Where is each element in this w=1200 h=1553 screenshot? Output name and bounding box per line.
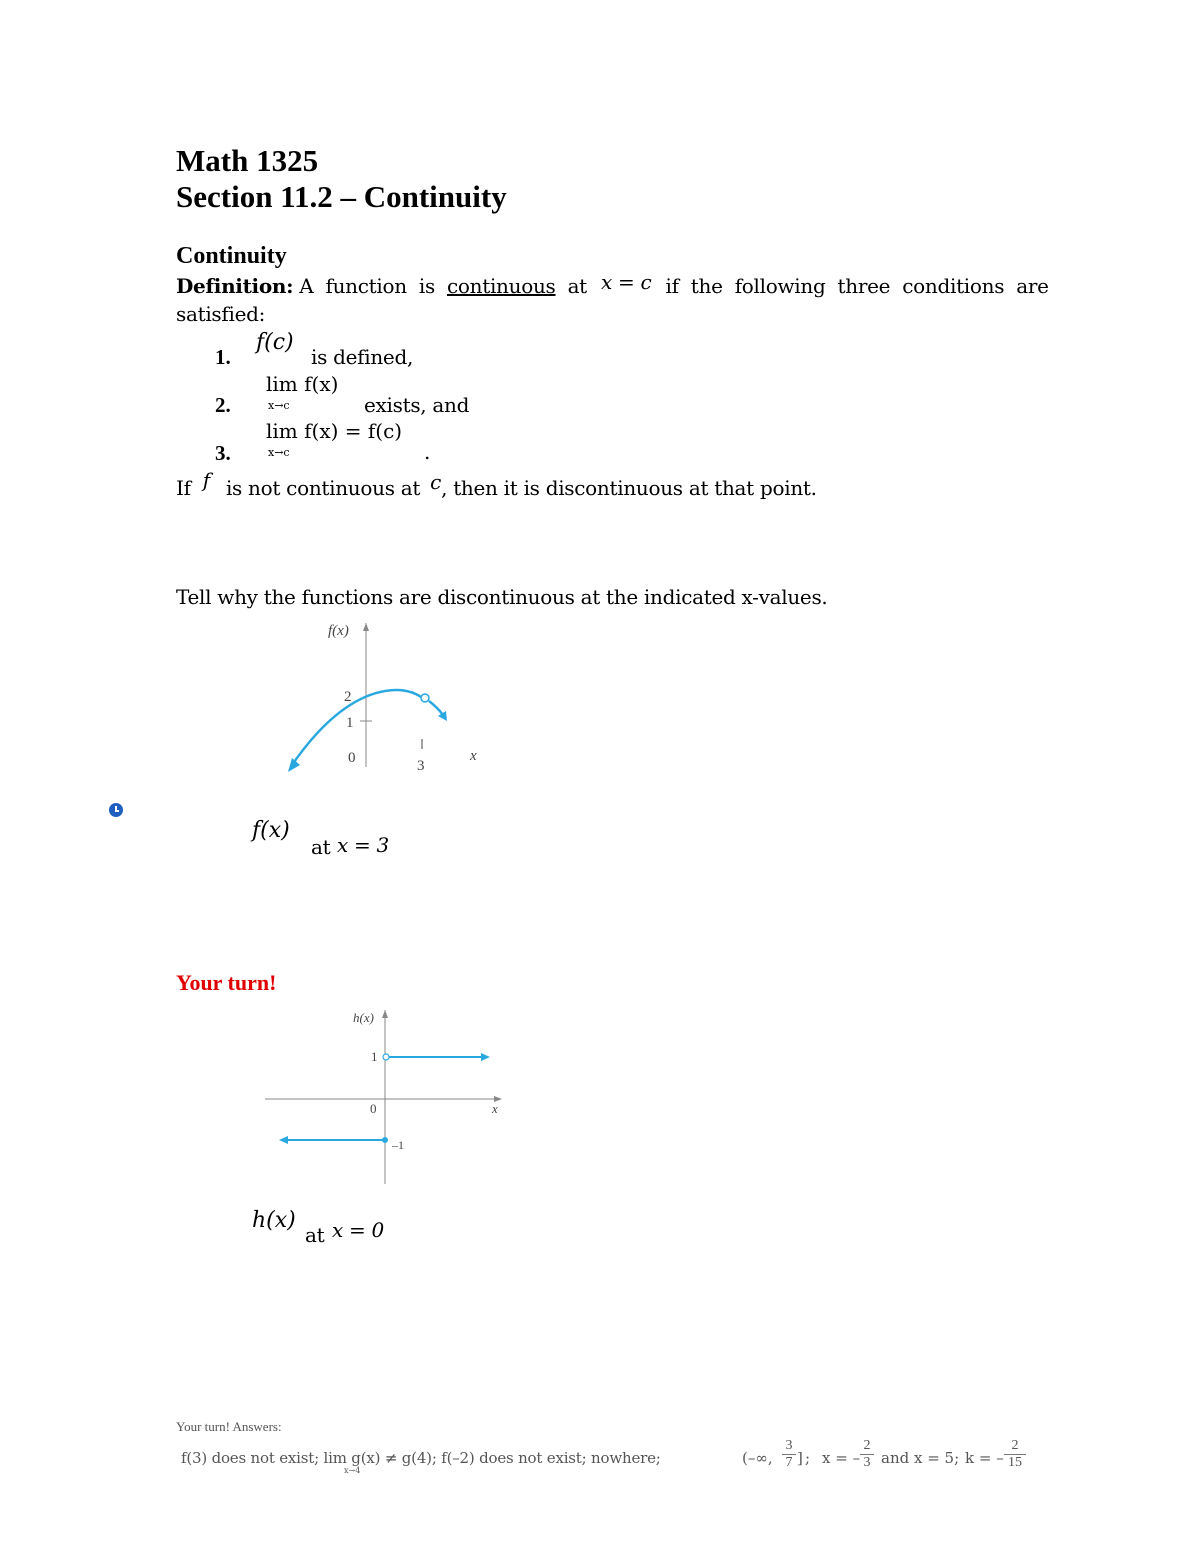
graph-1-curve-left: [292, 690, 425, 765]
graph-2-ylabel: h(x): [353, 1010, 374, 1025]
graph-1-ylabel: f(x): [328, 623, 349, 639]
condition-1-text: is defined,: [311, 345, 414, 369]
graph-1-tick-y2: 2: [344, 689, 352, 705]
graph-1-tick-x3: 3: [417, 758, 425, 774]
answers-fraction-2: [860, 1438, 874, 1471]
if-math-c: c: [430, 470, 442, 494]
exercise-instruction: Tell why the functions are discontinuous at the indicated x-values.: [176, 585, 828, 609]
condition-3-number: 3.: [215, 441, 231, 465]
section-title: Section 11.2 – Continuity: [176, 179, 507, 214]
graph-1-open-circle: [421, 694, 429, 702]
graph-1-arrow-left: [288, 758, 300, 772]
condition-3-math: lim f(x) = f(c): [266, 419, 403, 443]
graph-1-xlabel: x: [470, 748, 477, 764]
answers-fraction-1: [782, 1438, 796, 1471]
condition-3-sub: x→c: [268, 446, 290, 459]
graph-1: [270, 615, 500, 785]
continuity-heading: Continuity: [176, 243, 287, 269]
graph-2-open-circle: [383, 1054, 389, 1060]
condition-1-math: f(c): [256, 330, 294, 355]
problem-1-func: f(x): [252, 818, 290, 843]
condition-2-text: exists, and: [364, 393, 470, 417]
condition-3-period: .: [424, 440, 431, 464]
graph-2-tick-y1: 1: [371, 1049, 378, 1064]
graph-2-lower-arrow: [279, 1136, 288, 1144]
graph-2-upper-arrow: [481, 1053, 490, 1061]
graph-1-y-arrow: [363, 623, 369, 631]
condition-2-number: 2.: [215, 393, 231, 417]
frac2-num: 2: [863, 1438, 871, 1453]
definition-math: x = c: [601, 270, 652, 294]
graph-1-origin: 0: [348, 750, 356, 766]
graph-2-xlabel: x: [492, 1101, 498, 1116]
definition-text-3: if the following three conditions are: [665, 274, 1049, 298]
problem-1-at: at: [311, 835, 331, 859]
frac1-num: 3: [785, 1438, 793, 1453]
definition-label: Definition:: [176, 274, 294, 298]
your-turn-heading: Your turn!: [176, 970, 277, 995]
problem-2-at: at: [305, 1223, 325, 1247]
if-text-1: If: [176, 476, 191, 500]
problem-2-func: h(x): [252, 1208, 296, 1233]
if-math-f: f: [202, 468, 210, 492]
answers-sep: ;: [805, 1449, 811, 1467]
graph-1-curve-right: [429, 701, 443, 715]
if-statement: [176, 468, 817, 500]
course-title: Math 1325: [176, 143, 319, 178]
clock-icon: [109, 803, 123, 817]
graph-2: [260, 1002, 510, 1192]
problem-1-cond-text: x = 3: [337, 833, 389, 857]
answers-x: x = –: [822, 1449, 861, 1467]
answers-lim-sub: x→4: [344, 1466, 361, 1475]
graph-2-tick-yneg1: –1: [392, 1138, 404, 1152]
answers-line: f(3) does not exist; lim g(x) ≠ g(4); f(–2) does not exist; nowhere;: [181, 1449, 661, 1467]
if-text-3: , then it is discontinuous at that point.: [441, 476, 817, 500]
if-text-2: is not continuous at: [225, 476, 421, 500]
definition-term: continuous: [446, 274, 556, 298]
definition-text-1: A function is: [299, 274, 435, 298]
answers-interval-open: (–∞,: [742, 1449, 773, 1467]
answers-label: Your turn! Answers:: [176, 1419, 282, 1434]
problem-2-cond-text: x = 0: [332, 1218, 384, 1242]
answers-interval-close: ]: [797, 1449, 803, 1467]
definition-text-2: at: [567, 274, 587, 298]
condition-1-number: 1.: [215, 345, 231, 369]
graph-2-closed-dot: [382, 1137, 388, 1143]
graph-1-tick-y1: 1: [346, 715, 354, 731]
answers-and: and x = 5;: [881, 1449, 960, 1467]
condition-2-math: lim f(x): [266, 372, 339, 396]
definition-text-4: satisfied:: [176, 302, 266, 326]
problem-1-cond: [337, 833, 389, 857]
frac2-den: 3: [860, 1454, 874, 1471]
graph-2-origin: 0: [370, 1101, 377, 1116]
condition-2-sub: x→c: [268, 399, 290, 412]
frac3-den: 15: [1004, 1454, 1026, 1471]
frac3-num: 2: [1011, 1438, 1019, 1453]
definition-line: [176, 270, 1049, 298]
frac1-den: 7: [782, 1454, 796, 1471]
problem-2-cond: [332, 1218, 384, 1242]
answers-fraction-3: [1004, 1438, 1026, 1471]
answers-k: k = –: [965, 1449, 1004, 1467]
graph-2-y-arrow: [382, 1010, 388, 1018]
